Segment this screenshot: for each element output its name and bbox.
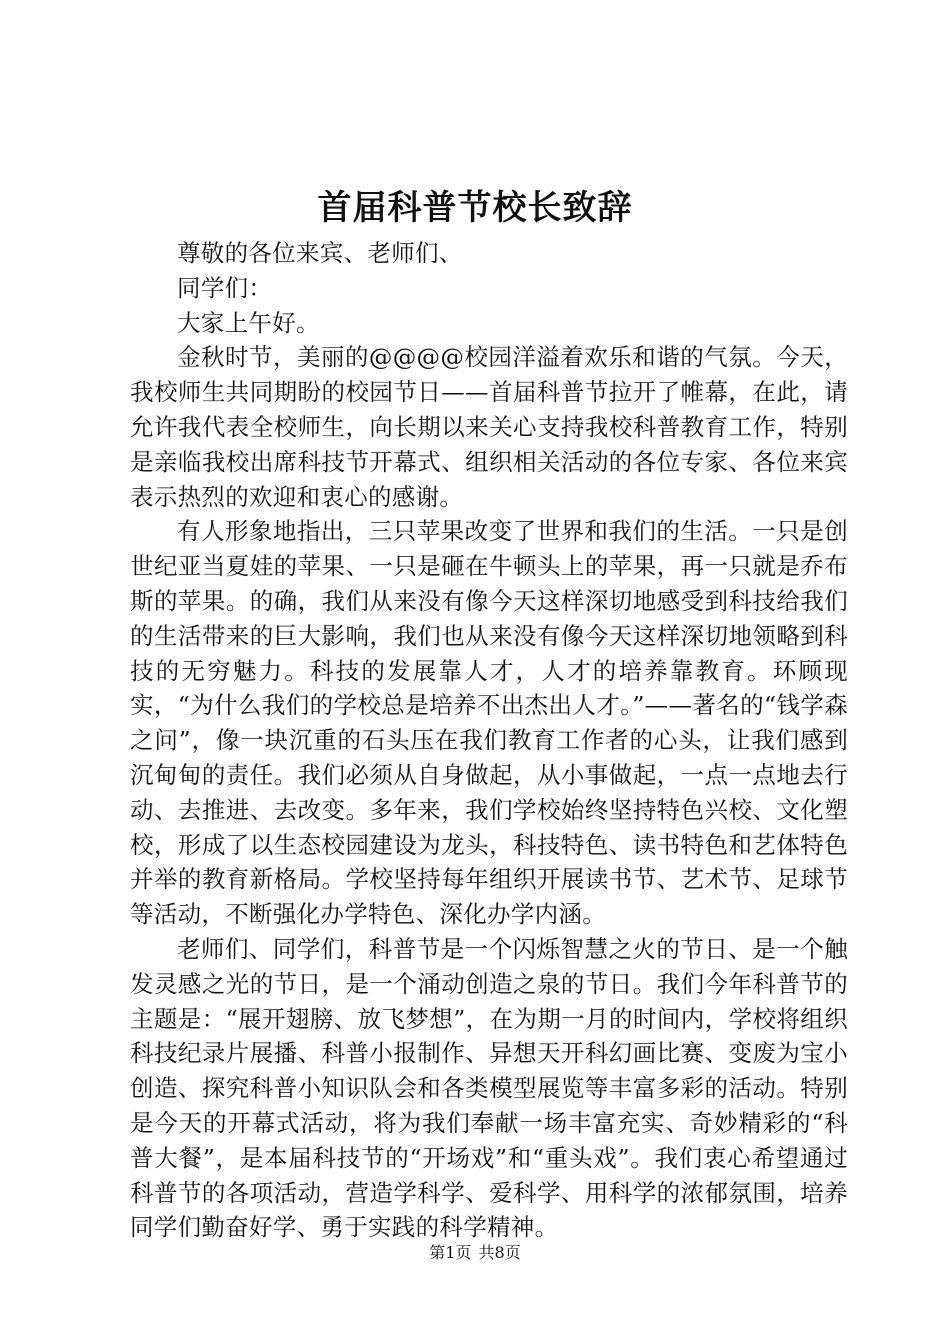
- greeting-line: 大家上午好。: [177, 308, 320, 337]
- paragraph-theme: 老师们、同学们，科普节是一个闪烁智慧之火的节日、是一个触发灵感之光的节日，是一个涌动创造之泉的节日。我们今年科普节的主题是：“展开翅膀、放飞梦想”，在为期一月的时间内，学校将组织科技纪录片展播、科普小报制作、异想天开科幻画比赛、变废为宝小创造、探究科普小知识队会和各类模型展览等丰富多彩的活动。特别是今天的开幕式活动，将为我们奉献一场丰富充实、奇妙精彩的“科普大餐”，是本届科技节的“开场戏”和“重头戏”。我们衷心希望通过科普节的各项活动，营造学科学、爱科学、用科学的浓郁氛围，培养同学们勤奋好学、勇于实践的科学精神。: [130, 934, 848, 1242]
- paragraph-three-apples: 有人形象地指出，三只苹果改变了世界和我们的生活。一只是创世纪亚当夏娃的苹果、一只是砸在牛顿头上的苹果，再一只就是乔布斯的苹果。的确，我们从来没有像今天这样深切地感受到科技给我们的生活带来的巨大影响，我们也从来没有像今天这样深切地领略到科技的无穷魅力。科技的发展靠人才，人才的培养靠教育。环顾现实，“为什么我们的学校总是培养不出杰出人才。”——著名的“钱学森之问”，像一块沉重的石头压在我们教育工作者的心头，让我们感到沉甸甸的责任。我们必须从自身做起，从小事做起，一点一点地去行动、去推进、去改变。多年来，我们学校始终坚持特色兴校、文化塑校，形成了以生态校园建设为龙头，科技特色、读书特色和艺体特色并举的教育新格局。学校坚持每年组织开展读书节、艺术节、足球节等活动，不断强化办学特色、深化办学内涵。: [130, 517, 848, 929]
- salutation-line-1: 尊敬的各位来宾、老师们、: [177, 239, 463, 267]
- document-body: [130, 236, 848, 1245]
- salutation-line-2: 同学们：: [177, 273, 273, 302]
- page-footer: [0, 1241, 950, 1265]
- document-title: 首届科普节校长致辞: [317, 188, 633, 228]
- paragraph-opening: 金秋时节，美丽的@@@@校园洋溢着欢乐和谐的气氛。今天，我校师生共同期盼的校园节日——首届科普节拉开了帷幕，在此，请允许我代表全校师生，向长期以来关心支持我校科普教育工作，特别是亲临我校出席科技节开幕式、组织相关活动的各位专家、各位来宾表示热烈的欢迎和衷心的感谢。: [130, 343, 848, 511]
- page-number: 第1页: [429, 1243, 472, 1262]
- page-total: 共8页: [478, 1243, 521, 1262]
